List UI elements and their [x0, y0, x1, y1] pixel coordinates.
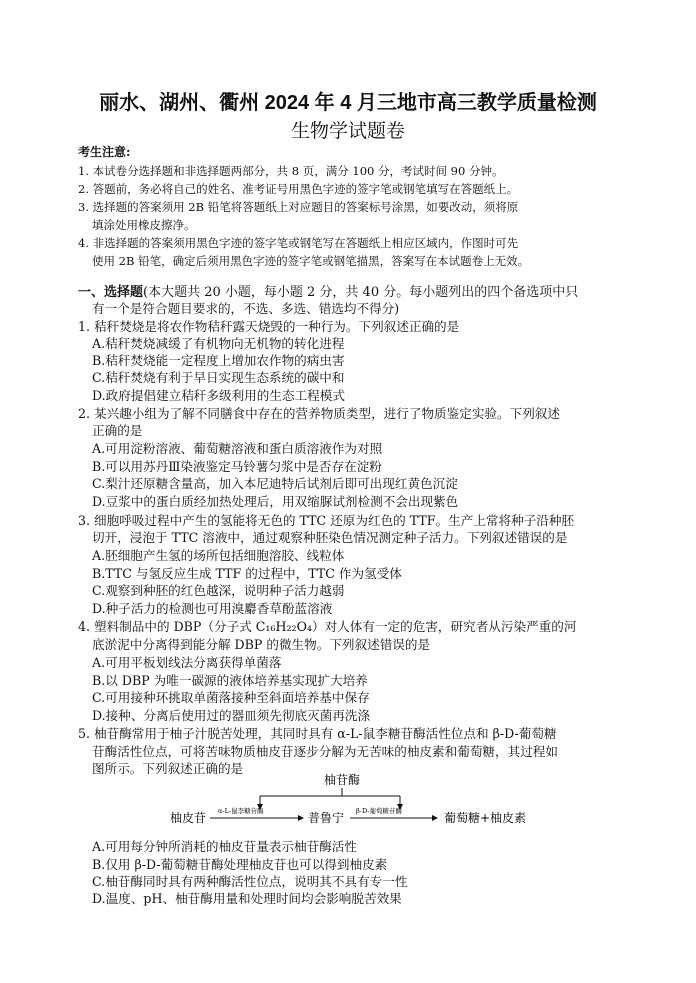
- question-3-option-b: B.TTC 与氢反应生成 TTF 的过程中，TTC 作为氢受体: [92, 566, 402, 581]
- arrowhead: [432, 815, 438, 821]
- question-5-stem: 图所示。下列叙述正确的是: [92, 761, 244, 776]
- question-5-stem: 苷酶活性位点，可将苦味物质柚皮苷逐步分解为无苦味的柚皮素和葡萄糖，其过程如: [92, 744, 558, 759]
- question-4-option-a: A.可用平板划线法分离获得单菌落: [92, 655, 282, 670]
- products-label: 葡萄糖+柚皮素: [444, 811, 527, 825]
- question-5-option-b: B.仅用 β-D-葡萄糖苷酶处理柚皮苷也可以得到柚皮素: [92, 857, 388, 872]
- reaction-diagram: [170, 772, 560, 830]
- notice-item: 1. 本试卷分选择题和非选择题两部分，共 8 页，满分 100 分，考试时间 90 分钟。: [78, 164, 504, 178]
- question-1-option-c: C.秸秆焚烧有利于早日实现生态系统的碳中和: [92, 370, 345, 385]
- question-3-option-d: D.种子活力的检测也可用溴麝香草酚蓝溶液: [92, 601, 333, 616]
- notice-item: 3. 选择题的答案须用 2B 铅笔将答题纸上对应题目的答案标号涂黑，如要改动，须将原: [78, 200, 519, 214]
- arrowhead: [298, 815, 304, 821]
- notice-item: 填涂处用橡皮擦净。: [92, 218, 196, 232]
- question-4-option-c: C.可用接种环挑取单菌落接种至斜面培养基中保存: [92, 690, 370, 705]
- question-2-option-a: A.可用淀粉溶液、葡萄糖溶液和蛋白质溶液作为对照: [92, 441, 383, 456]
- section-label: 一、选择题: [78, 285, 144, 300]
- question-1-option-d: D.政府提倡建立秸秆多级利用的生态工程模式: [92, 388, 345, 403]
- question-1-stem: 1. 秸秆焚烧是将农作物秸秆露天烧毁的一种行为。下列叙述正确的是: [78, 319, 460, 334]
- question-4-option-b: B.以 DBP 为唯一碳源的液体培养基实现扩大培养: [92, 673, 368, 688]
- arrow2-label: β-D-葡萄糖苷酶: [356, 807, 402, 815]
- notice-heading: 考生注意:: [78, 145, 131, 159]
- arrow1-label: α-L-鼠李糖苷酶: [218, 807, 264, 815]
- section-desc: (本大题共 20 小题，每小题 2 分，共 40 分。每小题列出的四个备选项中只: [143, 285, 579, 300]
- question-2-option-b: B.可以用苏丹Ⅲ染液鉴定马铃薯匀浆中是否存在淀粉: [92, 459, 382, 474]
- question-2-stem: 正确的是: [92, 423, 143, 438]
- question-4-stem: 4. 塑料制品中的 DBP（分子式 C₁₆H₂₂O₄）对人体有一定的危害，研究者从污染严重的河: [78, 619, 577, 634]
- question-2-option-d: D.豆浆中的蛋白质经加热处理后，用双缩脲试剂检测不会出现紫色: [92, 494, 459, 509]
- question-2-option-c: C.梨汁还原糖含量高，加入本尼迪特后试剂后即可出现红黄色沉淀: [92, 476, 458, 491]
- notice-item: 使用 2B 铅笔，确定后须用黑色字迹的签字笔或钢笔描黑，答案写在本试题卷上无效。: [92, 254, 530, 268]
- question-5-option-c: C.柚苷酶同时具有两种酶活性位点，说明其不具有专一性: [92, 874, 408, 889]
- question-5-option-d: D.温度、pH、柚苷酶用量和处理时间均会影响脱苦效果: [92, 891, 402, 906]
- intermediate-label: 普鲁宁: [308, 811, 345, 825]
- question-4-stem: 底淤泥中分离得到能分解 DBP 的微生物。下列叙述错误的是: [92, 637, 431, 652]
- page-title: 丽水、湖州、衢州 2024 年 4 月三地市高三教学质量检测: [99, 92, 597, 114]
- question-5-option-a: A.可用每分钟所消耗的柚皮苷量表示柚苷酶活性: [92, 839, 357, 854]
- notice-item: 2. 答题前，务必将自己的姓名、准考证号用黑色字迹的签字笔或钢笔填写在答题纸上。: [78, 182, 519, 196]
- question-2-stem: 2. 某兴趣小组为了解不同膳食中存在的营养物质类型，进行了物质鉴定实验。下列叙述: [78, 406, 560, 421]
- substrate-label: 柚皮苷: [170, 811, 207, 825]
- question-5-stem: 5. 柚苷酶常用于柚子汁脱苦处理，其同时具有 α-L-鼠李糖苷酶活性位点和 β-D-葡萄糖: [78, 726, 557, 741]
- question-3-stem: 切开，浸泡于 TTC 溶液中，通过观察种胚染色情况测定种子活力。下列叙述错误的是: [92, 530, 568, 545]
- question-1-option-b: B.秸秆焚烧能一定程度上增加农作物的病虫害: [92, 353, 345, 368]
- question-4-option-d: D.接种、分离后使用过的器皿须先彻底灭菌再洗涤: [92, 708, 371, 723]
- notice-item: 4. 非选择题的答案须用黑色字迹的签字笔或钢笔写在答题纸上相应区域内，作图时可先: [78, 236, 519, 250]
- question-1-option-a: A.秸秆焚烧减缓了有机物向无机物的转化进程: [92, 336, 345, 351]
- question-3-option-a: A.胚细胞产生氢的场所包括细胞溶胶、线粒体: [92, 548, 345, 563]
- enzyme-label: 柚苷酶: [324, 773, 361, 787]
- page-subtitle: 生物学试题卷: [290, 120, 405, 142]
- question-3-stem: 3. 细胞呼吸过程中产生的氢能将无色的 TTC 还原为红色的 TTF。生产上常将种子沿种胚: [78, 513, 575, 528]
- question-3-option-c: C.观察到种胚的红色越深，说明种子活力越弱: [92, 583, 345, 598]
- section-desc-cont: 有一个是符合题目要求的，不选、多选、错选均不得分): [92, 301, 400, 316]
